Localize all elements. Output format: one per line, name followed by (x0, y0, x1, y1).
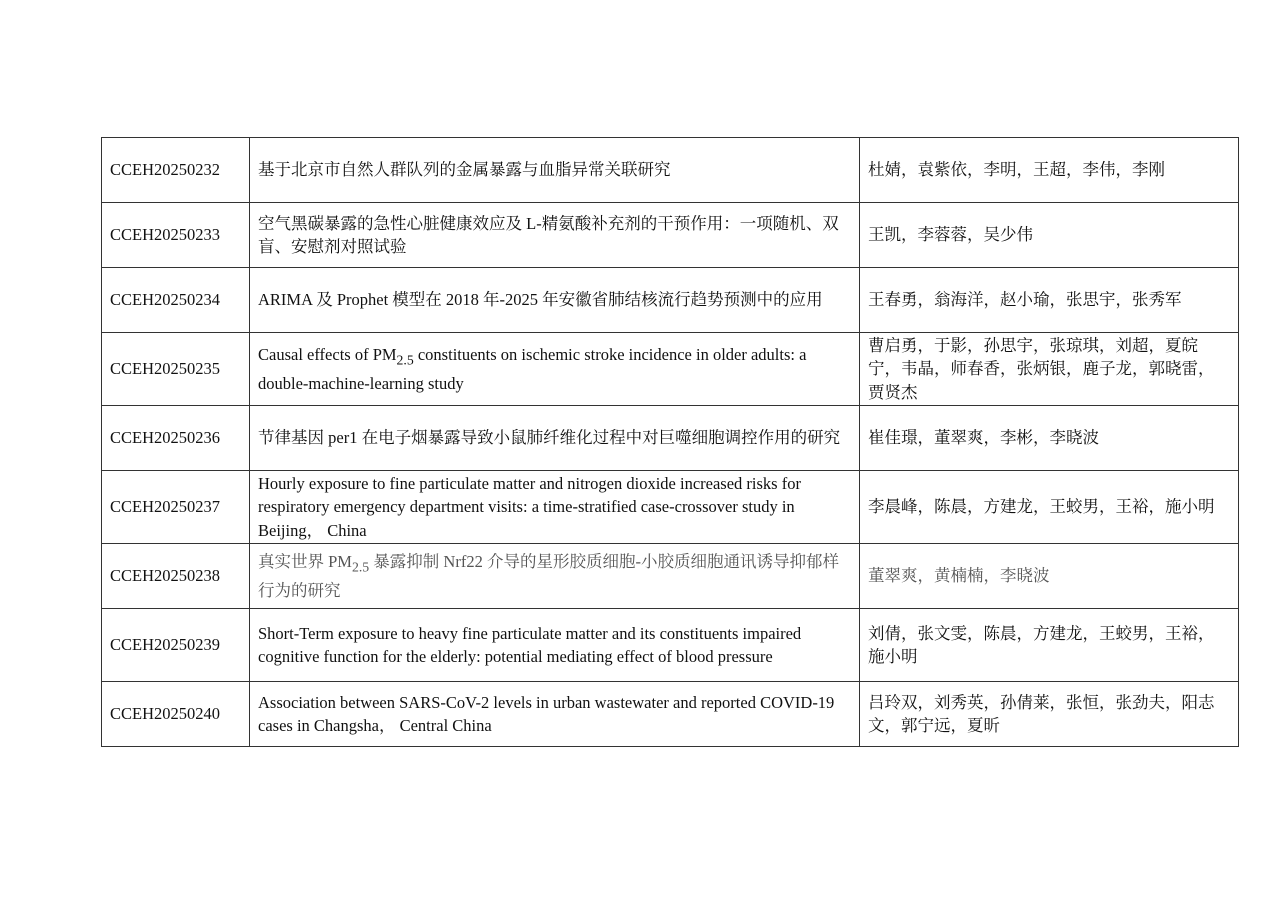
abstract-authors: 王凯，李蓉蓉，吴少伟 (860, 203, 1239, 268)
table-row (102, 203, 1239, 268)
table-row (102, 682, 1239, 747)
abstract-id: CCEH20250237 (102, 471, 250, 544)
abstract-id: CCEH20250234 (102, 268, 250, 333)
abstract-authors: 曹启勇，于影，孙思宇，张琼琪，刘超，夏皖宁，韦晶，师春香，张炳银，鹿子龙，郭晓雷，贾贤杰 (860, 333, 1239, 406)
table-row (102, 544, 1239, 609)
abstract-authors: 李晨峰，陈晨，方建龙，王蛟男，王裕，施小明 (860, 471, 1239, 544)
abstract-title: 节律基因 per1 在电子烟暴露导致小鼠肺纤维化过程中对巨噬细胞调控作用的研究 (250, 406, 860, 471)
table-row (102, 406, 1239, 471)
table-row (102, 138, 1239, 203)
abstract-authors: 杜婧，袁紫依，李明，王超，李伟，李刚 (860, 138, 1239, 203)
subscript-text: 2.5 (396, 352, 414, 368)
abstract-authors: 崔佳璟，董翠爽，李彬，李晓波 (860, 406, 1239, 471)
title-text: 真实世界 PM (258, 551, 352, 571)
table-row (102, 333, 1239, 406)
table-row (102, 471, 1239, 544)
abstract-id: CCEH20250239 (102, 609, 250, 682)
subscript-text: 2.5 (351, 559, 370, 575)
title-text: 暴露抑制 Nrf22 介导的星形胶质细胞-小胶质细胞通讯诱导抑郁样行为的研究 (258, 551, 839, 600)
abstract-title: 空气黑碳暴露的急性心脏健康效应及 L-精氨酸补充剂的干预作用：一项随机、双盲、安慰剂对照试验 (250, 203, 860, 268)
abstract-id: CCEH20250232 (102, 138, 250, 203)
abstract-title (250, 333, 860, 406)
table-row (102, 609, 1239, 682)
abstract-title: Hourly exposure to fine particulate matter and nitrogen dioxide increased risks for respiratory emergency department visits: a time-stratified case-crossover study in Beijing， China (250, 471, 860, 544)
abstract-title (250, 544, 860, 609)
abstract-authors: 董翠爽，黄楠楠，李晓波 (860, 544, 1239, 609)
abstract-title: 基于北京市自然人群队列的金属暴露与血脂异常关联研究 (250, 138, 860, 203)
title-text: constituents on ischemic stroke incidence in older adults: a double-machine-learning study (258, 344, 807, 393)
abstract-id: CCEH20250240 (102, 682, 250, 747)
abstract-title: ARIMA 及 Prophet 模型在 2018 年-2025 年安徽省肺结核流行趋势预测中的应用 (250, 268, 860, 333)
abstract-id: CCEH20250235 (102, 333, 250, 406)
abstract-title: Short-Term exposure to heavy fine particulate matter and its constituents impaired cognitive function for the elderly: potential mediating effect of blood pressure (250, 609, 860, 682)
table-row (102, 268, 1239, 333)
abstract-authors: 刘倩，张文雯，陈晨，方建龙，王蛟男，王裕，施小明 (860, 609, 1239, 682)
title-text: Causal effects of PM (258, 344, 397, 364)
abstract-authors: 吕玲双，刘秀英，孙倩莱，张恒，张劲夫，阳志文，郭宁远，夏昕 (860, 682, 1239, 747)
abstract-id: CCEH20250238 (102, 544, 250, 609)
abstract-authors: 王春勇，翁海洋，赵小瑜，张思宇，张秀军 (860, 268, 1239, 333)
abstract-id: CCEH20250236 (102, 406, 250, 471)
abstract-table (101, 137, 1239, 747)
abstract-title: Association between SARS-CoV-2 levels in urban wastewater and reported COVID-19 cases in Changsha， Central China (250, 682, 860, 747)
abstract-id: CCEH20250233 (102, 203, 250, 268)
